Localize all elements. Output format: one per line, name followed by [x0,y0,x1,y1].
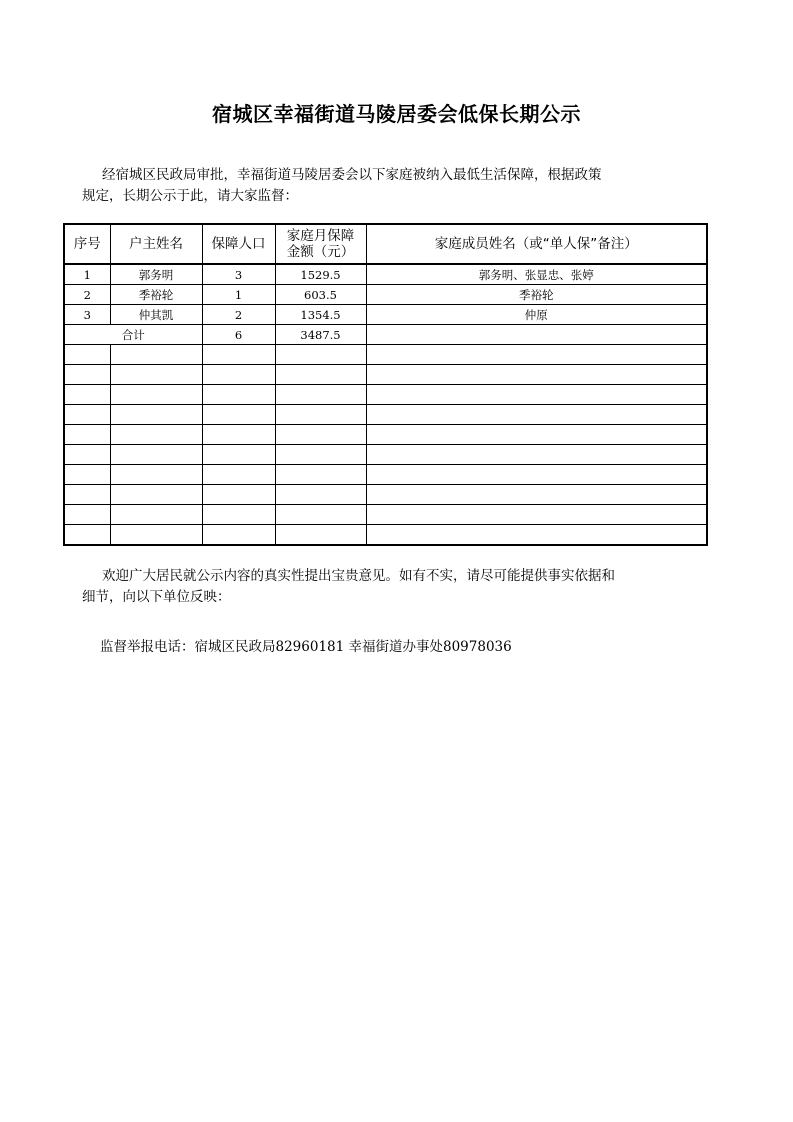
empty-cell [275,365,366,385]
empty-cell [366,465,707,485]
total-members [366,325,707,345]
empty-cell [110,465,202,485]
empty-cell [275,465,366,485]
empty-cell [202,425,275,445]
empty-cell [275,525,366,546]
cell-seq: 2 [64,285,110,305]
table-row [64,285,707,305]
cell-members: 季裕轮 [366,285,707,305]
cell-amount: 1529.5 [275,264,366,285]
empty-cell [366,405,707,425]
empty-cell [366,505,707,525]
table-row [64,264,707,285]
empty-cell [366,485,707,505]
total-count: 6 [202,325,275,345]
empty-cell [202,485,275,505]
empty-cell [110,425,202,445]
empty-cell [64,385,110,405]
empty-row [64,465,707,485]
empty-row [64,405,707,425]
empty-cell [202,445,275,465]
cell-seq: 1 [64,264,110,285]
empty-cell [275,405,366,425]
empty-cell [275,425,366,445]
empty-cell [64,525,110,546]
empty-cell [64,445,110,465]
header-members: 家庭成员姓名（或“单人保”备注） [366,224,707,264]
empty-cell [275,445,366,465]
empty-row [64,385,707,405]
empty-cell [110,345,202,365]
cell-head-name: 仲其凯 [110,305,202,325]
empty-cell [202,465,275,485]
empty-cell [64,465,110,485]
empty-cell [275,485,366,505]
cell-head-name: 季裕轮 [110,285,202,305]
header-amount-line-1: 家庭月保障 [286,228,355,244]
empty-cell [366,425,707,445]
table-row [64,305,707,325]
intro-line-1: 经宿城区民政局审批，幸福街道马陵居委会以下家庭被纳入最低生活保障，根据政策 [102,167,602,183]
empty-cell [202,505,275,525]
intro-paragraph [82,165,714,207]
empty-cell [275,505,366,525]
table-header-row [64,224,707,264]
empty-row [64,345,707,365]
cell-head-name: 郭务明 [110,264,202,285]
empty-cell [64,345,110,365]
empty-cell [366,445,707,465]
header-count: 保障人口 [202,224,275,264]
empty-cell [110,525,202,546]
empty-row [64,425,707,445]
outro-line-2: 细节，向以下单位反映： [82,589,231,605]
header-amount [275,224,366,264]
empty-row [64,445,707,465]
empty-cell [202,385,275,405]
empty-cell [202,345,275,365]
cell-count: 2 [202,305,275,325]
empty-cell [366,525,707,546]
cell-seq: 3 [64,305,110,325]
empty-cell [64,405,110,425]
contact-line: 监督举报电话：宿城区民政局82960181 幸福街道办事处80978036 [100,639,512,655]
empty-row [64,485,707,505]
empty-cell [110,485,202,505]
empty-cell [110,385,202,405]
header-seq: 序号 [64,224,110,264]
header-amount-line-2: 金额（元） [286,244,355,260]
cell-members: 郭务明、张显忠、张婷 [366,264,707,285]
empty-cell [110,445,202,465]
empty-cell [366,385,707,405]
cell-members: 仲原 [366,305,707,325]
empty-cell [64,425,110,445]
outro-paragraph [82,566,714,608]
empty-cell [202,525,275,546]
cell-count: 1 [202,285,275,305]
empty-cell [202,365,275,385]
empty-cell [366,345,707,365]
empty-cell [64,365,110,385]
empty-cell [110,405,202,425]
outro-line-1: 欢迎广大居民就公示内容的真实性提出宝贵意见。如有不实，请尽可能提供事实依据和 [102,568,615,584]
total-row [64,325,707,345]
cell-amount: 603.5 [275,285,366,305]
empty-cell [366,365,707,385]
empty-cell [110,365,202,385]
empty-row [64,365,707,385]
page-title: 宿城区幸福街道马陵居委会低保长期公示 [212,102,581,126]
subsidy-table [63,223,708,546]
cell-count: 3 [202,264,275,285]
intro-line-2: 规定，长期公示于此，请大家监督： [82,188,298,204]
total-amount: 3487.5 [275,325,366,345]
empty-cell [275,385,366,405]
total-label: 合计 [64,325,202,345]
header-head-name: 户主姓名 [110,224,202,264]
empty-cell [64,485,110,505]
empty-row [64,505,707,525]
empty-cell [64,505,110,525]
cell-amount: 1354.5 [275,305,366,325]
empty-row [64,525,707,546]
empty-cell [110,505,202,525]
empty-cell [202,405,275,425]
empty-cell [275,345,366,365]
